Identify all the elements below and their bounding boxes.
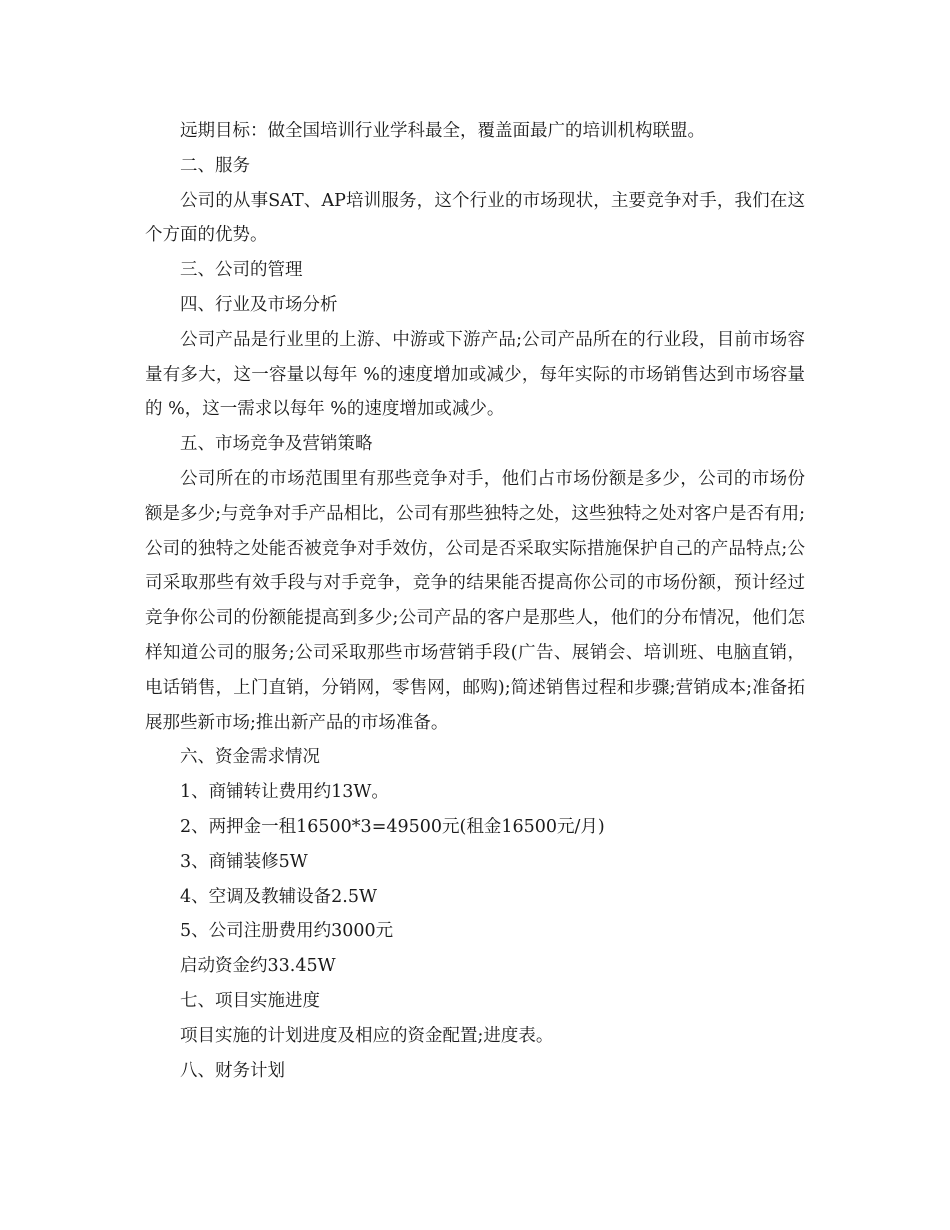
paragraph-schedule: 项目实施的计划进度及相应的资金配置;进度表。 [180, 1025, 554, 1046]
heading-financial-plan: 八、财务计划 [180, 1060, 285, 1081]
heading-schedule: 七、项目实施进度 [180, 990, 320, 1011]
heading-industry-analysis: 四、行业及市场分析 [180, 294, 338, 315]
funding-item-equipment: 4、空调及教辅设备2.5W [180, 886, 377, 907]
document-body [145, 114, 805, 1088]
heading-management: 三、公司的管理 [180, 260, 303, 281]
funding-item-deposit: 2、两押金一租16500*3=49500元(租金16500元/月) [180, 816, 605, 837]
heading-funding: 六、资金需求情况 [180, 747, 320, 768]
funding-item-transfer: 1、商铺转让费用约13W。 [180, 782, 389, 803]
paragraph-long-term-goal: 远期目标：做全国培训行业学科最全，覆盖面最广的培训机构联盟。 [180, 121, 705, 141]
heading-competition: 五、市场竞争及营销策略 [180, 434, 373, 455]
paragraph-industry-analysis: 公司产品是行业里的上游、中游或下游产品;公司产品所在的行业段，目前市场容量有多大，这一容量以每年 %的速度增加或减少，每年实际的市场销售达到市场容量的 %，这一需求以每年 %的速度增加或减少。 [145, 329, 805, 420]
funding-item-renovation: 3、商铺装修5W [180, 851, 308, 872]
funding-item-registration: 5、公司注册费用约3000元 [180, 921, 394, 942]
heading-service: 二、服务 [180, 155, 250, 176]
funding-total: 启动资金约33.45W [180, 956, 336, 977]
paragraph-service: 公司的从事SAT、AP培训服务，这个行业的市场现状，主要竞争对手，我们在这个方面的优势。 [145, 190, 805, 246]
paragraph-competition: 公司所在的市场范围里有那些竞争对手，他们占市场份额是多少，公司的市场份额是多少;与竞争对手产品相比，公司有那些独特之处，这些独特之处对客户是否有用;公司的独特之处能否被竞争对手效仿，公司是否采取实际措施保护自己的产品特点;公司采取那些有效手段与对手竞争，竞争的结果能否提高你公司的市场份额，预计经过竞争你公司的份额能提高到多少;公司产品的客户是那些人，他们的分布情况，他们怎样知道公司的服务;公司采取那些市场营销手段(广告、展销会、培训班、电脑直销，电话销售，上门直销，分销网，零售网，邮购);简述销售过程和步骤;营销成本;准备拓展那些新市场;推出新产品的市场准备。 [145, 468, 805, 733]
